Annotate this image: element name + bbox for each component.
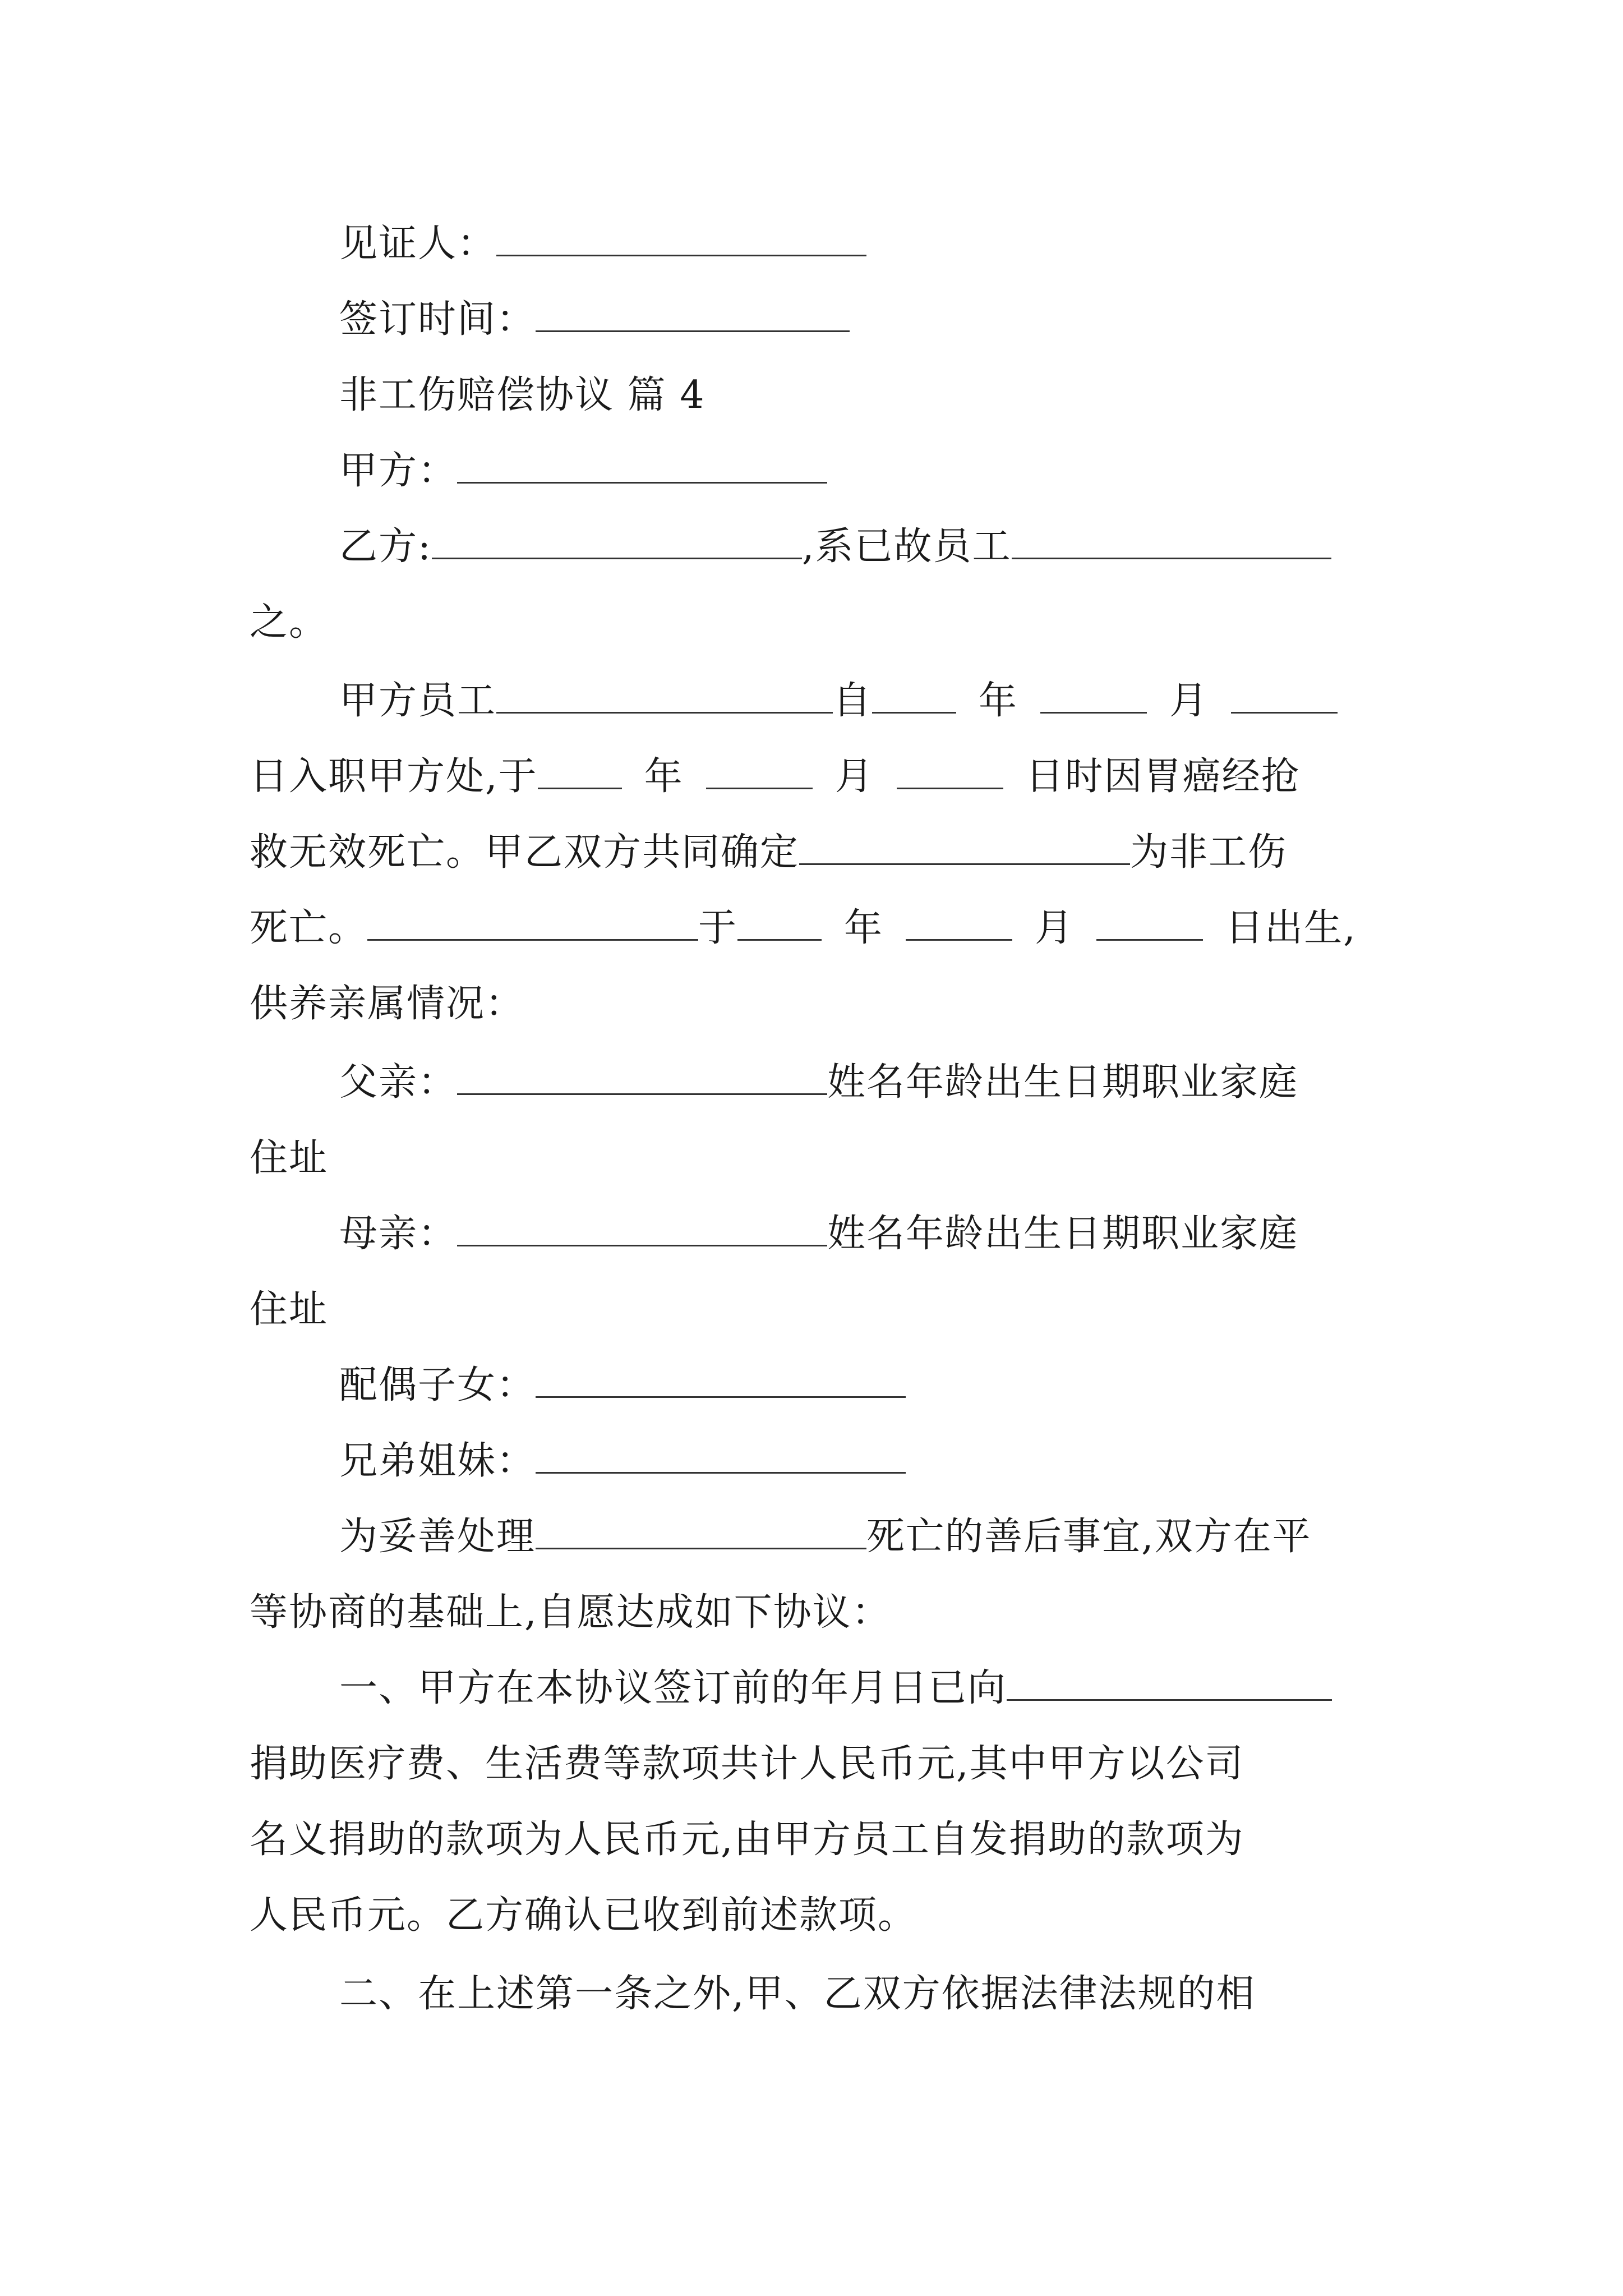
spouse-children-line <box>250 1358 1382 1414</box>
p1-text-l: 于 <box>698 906 738 950</box>
para1-line1 <box>250 673 1382 729</box>
mother-addr: 住址 <box>250 1287 329 1332</box>
party-b-end: 之。 <box>250 600 329 645</box>
p1-text-i: 救无效死亡。甲乙双方共同确定 <box>250 830 800 875</box>
clause1-text-b: 捐助医疗费、生活费等款项共计人民币元,其中甲方以公司 <box>250 1742 1244 1786</box>
p1-year: 年 <box>979 679 1018 723</box>
p1-text-o: 日出生, <box>1225 906 1357 950</box>
father-line <box>250 1055 1382 1111</box>
para1-line4 <box>250 900 1382 956</box>
clause1-line2 <box>250 1736 1382 1792</box>
section-heading <box>250 367 1382 424</box>
p1-text-p: 供养亲属情况： <box>250 982 525 1026</box>
spouse-children-blank <box>536 1363 906 1398</box>
day-blank-3 <box>1096 905 1203 941</box>
para2-line2 <box>250 1585 1382 1641</box>
siblings-blank <box>536 1438 906 1474</box>
para1-line2 <box>250 749 1382 805</box>
year-blank-3 <box>737 905 822 941</box>
father-blank <box>457 1060 827 1095</box>
p2-text-c: 等协商的基础上,自愿达成如下协议： <box>250 1590 891 1635</box>
clause1-text-a: 一、甲方在本协议签订前的年月日已向 <box>339 1666 1007 1710</box>
mother-line <box>250 1206 1382 1262</box>
siblings-line <box>250 1433 1382 1489</box>
para2-line1 <box>250 1509 1382 1565</box>
sign-time-line <box>250 292 1382 348</box>
mother-line-2 <box>250 1282 1382 1338</box>
p1-month-3: 月 <box>1035 906 1075 950</box>
witness-label: 见证人： <box>339 222 497 266</box>
p1-text-b: 自 <box>833 679 873 723</box>
witness-blank <box>496 221 866 256</box>
spouse-children-label: 配偶子女： <box>339 1363 536 1407</box>
party-b-label: 乙方: <box>339 524 432 569</box>
clause1-line3 <box>250 1812 1382 1868</box>
clause1-text-c: 名义捐助的款项为人民币元,由甲方员工自发捐助的款项为 <box>250 1818 1244 1862</box>
party-b-line-2 <box>250 595 1382 651</box>
day-blank-2 <box>897 754 1003 789</box>
deceased-blank <box>536 1514 866 1549</box>
witness-line <box>250 216 1382 272</box>
employee-name-blank <box>496 678 833 714</box>
p1-text-e: 日入职甲方处,于 <box>250 754 538 799</box>
p1-text-h: 日时因胃癌经抢 <box>1025 754 1301 799</box>
p1-year-2: 年 <box>644 754 684 799</box>
year-blank-2 <box>538 754 622 789</box>
father-addr: 住址 <box>250 1136 329 1180</box>
p1-text-k: 死亡。 <box>250 906 368 950</box>
clause1-line4 <box>250 1888 1382 1944</box>
p1-text-a: 甲方员工 <box>339 679 497 723</box>
clause1-line1 <box>250 1660 1382 1717</box>
party-b-line <box>250 519 1382 575</box>
confirm-blank <box>799 830 1130 865</box>
month-blank-3 <box>906 905 1012 941</box>
party-a-line <box>250 443 1382 499</box>
father-line-2 <box>250 1130 1382 1186</box>
party-a-label: 甲方： <box>339 449 458 493</box>
month-blank <box>1040 678 1147 714</box>
clause1-text-d: 人民币元。乙方确认已收到前述款项。 <box>250 1893 917 1938</box>
para1-line5 <box>250 976 1382 1032</box>
siblings-label: 兄弟姐妹： <box>339 1439 536 1483</box>
month-blank-2 <box>706 754 813 789</box>
sign-time-blank <box>536 297 850 332</box>
p1-text-j: 为非工伤 <box>1130 830 1288 875</box>
p1-year-3: 年 <box>844 906 884 950</box>
birth-name-blank <box>367 905 698 941</box>
father-label: 父亲： <box>339 1060 458 1105</box>
p2-text-a: 为妥善处理 <box>339 1515 536 1559</box>
party-b-blank <box>432 524 802 559</box>
clause2-text-a: 二、在上述第一条之外,甲、乙双方依据法律法规的相 <box>339 1972 1256 2016</box>
party-b-relation: ,系已故员工 <box>801 524 1012 569</box>
day-blank <box>1231 678 1338 714</box>
sign-time-label: 签订时间： <box>339 297 536 342</box>
p1-month: 月 <box>1169 679 1209 723</box>
para1-line3 <box>250 825 1382 881</box>
mother-blank <box>457 1211 827 1246</box>
p2-text-b: 死亡的善后事宜,双方在平 <box>866 1515 1312 1559</box>
heading-text: 非工伤赔偿协议 篇 4 <box>339 373 706 417</box>
mother-fields: 姓名年龄出生日期职业家庭 <box>827 1212 1299 1256</box>
father-fields: 姓名年龄出生日期职业家庭 <box>827 1060 1299 1105</box>
clause2-line1 <box>250 1966 1382 2022</box>
party-a-blank <box>457 448 827 484</box>
employee-blank <box>1012 524 1331 559</box>
mother-label: 母亲： <box>339 1212 458 1256</box>
p1-month-2: 月 <box>834 754 874 799</box>
year-blank <box>872 678 956 714</box>
recipient-blank <box>1007 1665 1332 1701</box>
